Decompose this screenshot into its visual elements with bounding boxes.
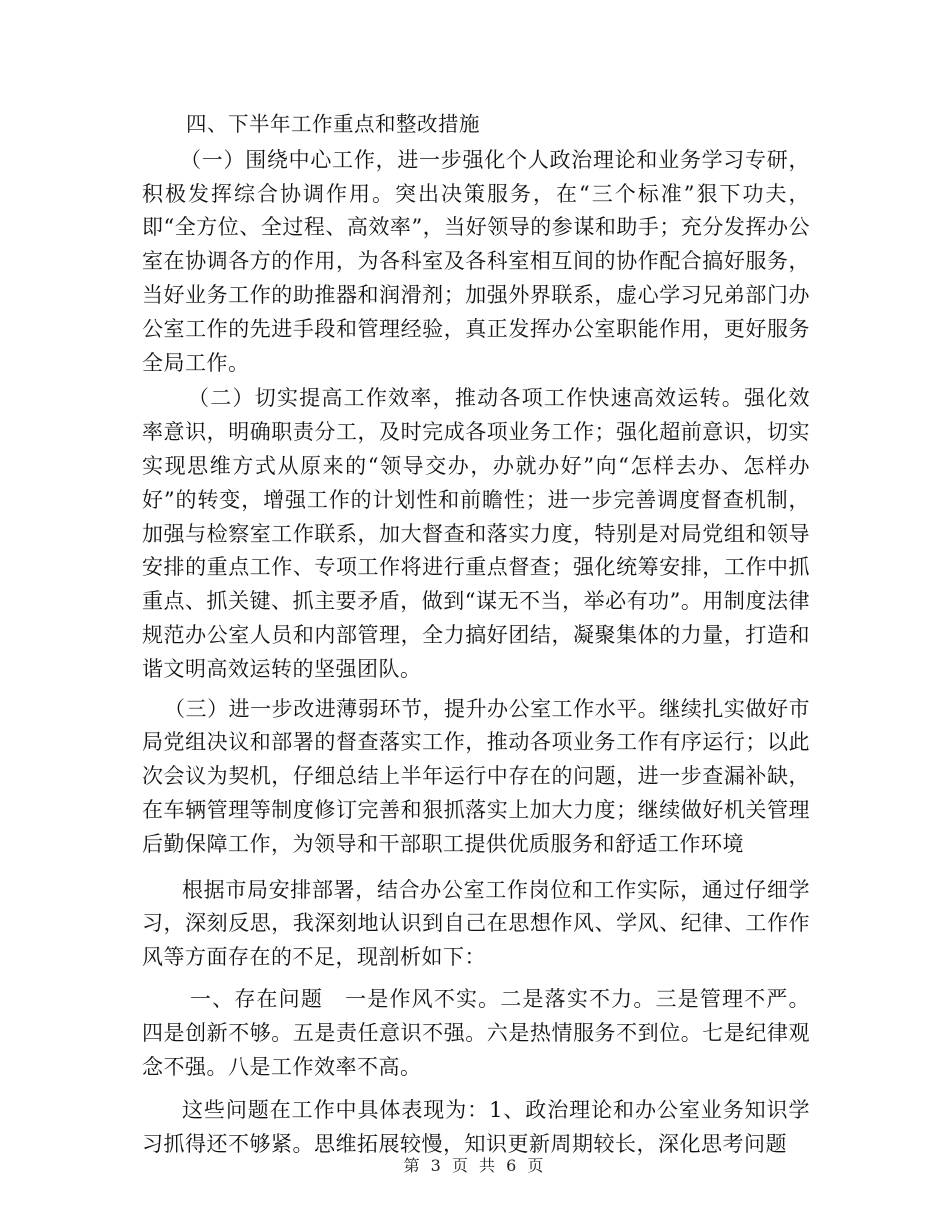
paragraph-3: （三）进一步改进薄弱环节，提升办公室工作水平。继续扎实做好市局党组决议和部署的督查落实工作，推动各项业务工作有序运行；以此次会议为契机，仔细总结上半年运行中存在的问题，进一步查漏补缺，在车辆管理等制度修订完善和狠抓落实上加大力度；继续做好机关管理后勤保障工作，为领导和干部职工提供优质服务和舒适工作环境 (142, 696, 810, 856)
paragraph-1: （一）围绕中心工作，进一步强化个人政治理论和业务学习专研，积极发挥综合协调作用。突出决策服务，在“三个标准”狠下功夫，即“全方位、全过程、高效率”，当好领导的参谋和助手；充分发挥办公室在协调各方的作用，为各科室及各科室相互间的协作配合搞好服务，当好业务工作的助推器和润滑剂；加强外界联系，虚心学习兄弟部门办公室工作的先进手段和管理经验，真正发挥办公室职能作用，更好服务全局工作。 (142, 147, 810, 375)
document-body (142, 108, 810, 1162)
paragraph-2: （二）切实提高工作效率，推动各项工作快速高效运转。强化效率意识，明确职责分工，及时完成各项业务工作；强化超前意识，切实实现思维方式从原来的“领导交办，办就办好”向“怎样去办、怎样办好”的转变，增强工作的计划性和前瞻性；进一步完善调度督查机制，加强与检察室工作联系，加大督查和落实力度，特别是对局党组和领导安排的重点工作、专项工作将进行重点督查；强化统筹安排，工作中抓重点、抓关键、抓主要矛盾，做到“谋无不当，举必有功”。用制度法律规范办公室人员和内部管理，全力搞好团结，凝聚集体的力量，打造和谐文明高效运转的坚强团队。 (142, 386, 810, 681)
page-number-footer: 第 3 页 共 6 页 (403, 1156, 547, 1175)
section-heading: 四、下半年工作重点和整改措施 (186, 112, 480, 136)
paragraph-4: 根据市局安排部署，结合办公室工作岗位和工作实际，通过仔细学习，深刻反思，我深刻地认识到自己在思想作风、学风、纪律、工作作风等方面存在的不足，现剖析如下： (142, 877, 810, 970)
paragraph-5: 一、存在问题 一是作风不实。二是落实不力。三是管理不严。四是创新不够。五是责任意识不强。六是热情服务不到位。七是纪律观念不强。八是工作效率不高。 (142, 986, 810, 1079)
paragraph-6: 这些问题在工作中具体表现为：1、政治理论和办公室业务知识学习抓得还不够紧。思维拓展较慢，知识更新周期较长，深化思考问题 (142, 1098, 810, 1157)
